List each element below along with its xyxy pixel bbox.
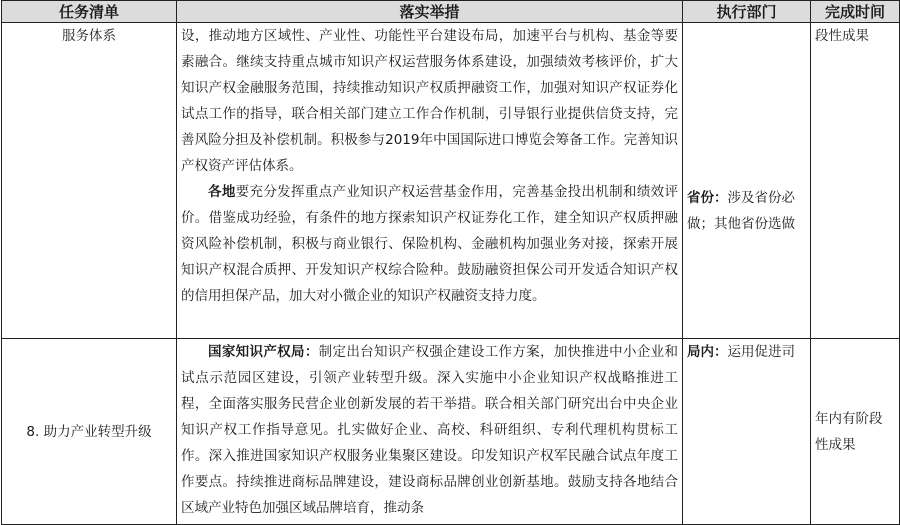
completion-cell (811, 339, 900, 525)
department-block (687, 185, 806, 237)
department-text: 涉及省份必做；其他省份选做 (687, 190, 795, 232)
header-measures: 落实举措 (177, 1, 683, 23)
completion-text: 年内有阶段性成果 (815, 410, 883, 453)
measure-text: 设，推动地方区域性、产业性、功能性平台建设布局，加速平台与机构、基金等要素融合。继续支持重点城市知识产权运营服务体系建设，加强绩效考核评价，扩大知识产权金融服务范围，持续推动知识产权质押融资工作，加强对知识产权证券化试点工作的指导，联合相关部门建立工作合作机制，引导银行业提供信贷支持，完善风险分担及补偿机制。积极参与2019年中国国际进口博览会筹备工作。完善知识产权资产评估体系。 (181, 28, 678, 174)
task-name: 服务体系 (62, 28, 116, 44)
header-department: 执行部门 (683, 1, 811, 23)
measure-text: 制定出台知识产权强企建设工作方案，加快推进中小企业和试点示范园区建设，引领产业转型升级。深入实施中小企业知识产权战略推进工程，全面落实服务民营企业创新发展的若干举措。联合相关部门研究出台中央企业知识产权工作指导意见。扎实做好企业、高校、科研组织、专利代理机构贯标工作。深入推进国家知识产权服务业集聚区建设。印发知识产权军民融合试点年度工作要点。持续推进商标品牌建设，建设商标品牌创业创新基地。鼓励支持各地结合区域产业特色加强区域品牌培育，推动条 (181, 344, 679, 516)
measure-lead: 各地 (208, 184, 236, 200)
department-cell (683, 339, 811, 525)
measure-paragraph (181, 179, 678, 309)
measure-paragraph (181, 23, 678, 179)
task-cell (2, 23, 177, 339)
completion-cell (811, 23, 900, 339)
header-task-list: 任务清单 (2, 1, 177, 23)
department-lead: 局内： (687, 344, 728, 360)
table-header-row (2, 1, 900, 23)
task-name: 8. 助力产业转型升级 (26, 423, 152, 440)
measure-lead: 国家知识产权局： (208, 344, 319, 360)
measure-text: 要充分发挥重点产业知识产权运营基金作用，完善基金投出机制和绩效评价。借鉴成功经验，有条件的地方探索知识产权证券化工作，建全知识产权质押融资风险补偿机制，积极与商业银行、保险机构、金融机构加强业务对接，探索开展知识产权混合质押、开发知识产权综合险种。鼓励融资担保公司开发适合知识产权的信用担保产品，加大对小微企业的知识产权融资支持力度。 (181, 184, 679, 304)
department-text: 运用促进司 (727, 344, 795, 360)
department-lead: 省份： (687, 190, 728, 206)
department-cell (683, 23, 811, 339)
measures-cell (177, 339, 683, 525)
table-row (2, 339, 900, 525)
table-row (2, 23, 900, 339)
task-cell (2, 339, 177, 525)
task-table (1, 0, 900, 525)
header-completion-time: 完成时间 (811, 1, 900, 23)
completion-text: 段性成果 (815, 28, 869, 44)
measure-paragraph (181, 339, 678, 521)
measures-cell (177, 23, 683, 339)
